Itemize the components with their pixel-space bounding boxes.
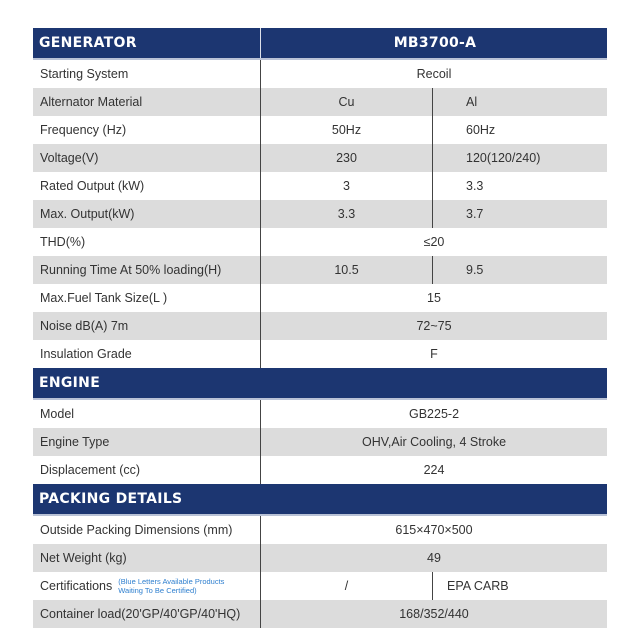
spec-row-container-load bbox=[33, 600, 607, 628]
engine-section-title: ENGINE bbox=[39, 375, 101, 391]
row-value-right: EPA CARB bbox=[447, 579, 509, 593]
packing-section-title: PACKING DETAILS bbox=[39, 491, 183, 507]
row-value: F bbox=[430, 347, 438, 361]
row-label: Net Weight (kg) bbox=[33, 544, 261, 572]
row-label: Max. Output(kW) bbox=[33, 200, 261, 228]
row-value: 615×470×500 bbox=[395, 523, 473, 537]
row-label: Rated Output (kW) bbox=[33, 172, 261, 200]
row-label: THD(%) bbox=[33, 228, 261, 256]
spec-row-fuel-tank bbox=[33, 284, 607, 312]
row-label: Frequency (Hz) bbox=[33, 116, 261, 144]
certification-note: (Blue Letters Available Products Waiting To Be Certified) bbox=[118, 577, 225, 595]
row-label: Alternator Material bbox=[33, 88, 261, 116]
spec-row-frequency bbox=[33, 116, 607, 144]
row-value-60hz: Al bbox=[466, 95, 478, 109]
row-value: ≤20 bbox=[423, 235, 445, 249]
spec-row-insulation-grade bbox=[33, 340, 607, 368]
model-name: MB3700-A bbox=[393, 35, 477, 51]
row-label: Voltage(V) bbox=[33, 144, 261, 172]
spec-table bbox=[33, 28, 607, 628]
spec-row-certifications bbox=[33, 572, 607, 600]
row-label: Model bbox=[33, 400, 261, 428]
row-value-50hz: 10.5 bbox=[261, 256, 433, 284]
row-value-60hz: 3.7 bbox=[466, 207, 484, 221]
certifications-label: Certifications bbox=[40, 579, 113, 593]
row-value-50hz: 50Hz bbox=[261, 116, 433, 144]
row-value: 168/352/440 bbox=[399, 607, 469, 621]
row-label: Noise dB(A) 7m bbox=[33, 312, 261, 340]
row-value-left: / bbox=[261, 572, 433, 600]
spec-row-alternator-material bbox=[33, 88, 607, 116]
row-value: 72~75 bbox=[416, 319, 452, 333]
spec-row-engine-model bbox=[33, 400, 607, 428]
spec-row-rated-output bbox=[33, 172, 607, 200]
row-value-50hz: 3.3 bbox=[261, 200, 433, 228]
row-value: OHV,Air Cooling, 4 Stroke bbox=[361, 435, 507, 449]
row-value-50hz: 3 bbox=[261, 172, 433, 200]
spec-row-noise bbox=[33, 312, 607, 340]
row-label: Insulation Grade bbox=[33, 340, 261, 368]
row-label: Engine Type bbox=[33, 428, 261, 456]
generator-header bbox=[33, 28, 607, 60]
row-label: Displacement (cc) bbox=[33, 456, 261, 484]
row-value-60hz: 60Hz bbox=[466, 123, 496, 137]
generator-section-title: GENERATOR bbox=[39, 35, 137, 51]
spec-row-packing-dimensions bbox=[33, 516, 607, 544]
row-value: 49 bbox=[427, 551, 441, 565]
row-label: Outside Packing Dimensions (mm) bbox=[33, 516, 261, 544]
row-value-50hz: Cu bbox=[261, 88, 433, 116]
row-label: Starting System bbox=[33, 60, 261, 88]
row-value: GB225-2 bbox=[408, 407, 460, 421]
row-value: 224 bbox=[423, 463, 445, 477]
packing-header bbox=[33, 484, 607, 516]
row-label: Container load(20'GP/40'GP/40'HQ) bbox=[33, 600, 261, 628]
row-label: Running Time At 50% loading(H) bbox=[33, 256, 261, 284]
header-divider bbox=[260, 28, 261, 58]
spec-row-displacement bbox=[33, 456, 607, 484]
row-value-50hz: 230 bbox=[261, 144, 433, 172]
row-value: Recoil bbox=[416, 67, 452, 81]
row-label bbox=[33, 572, 261, 600]
spec-row-net-weight bbox=[33, 544, 607, 572]
spec-row-max-output bbox=[33, 200, 607, 228]
row-value-60hz: 120(120/240) bbox=[466, 151, 541, 165]
row-value-60hz: 9.5 bbox=[466, 263, 484, 277]
row-label: Max.Fuel Tank Size(L ) bbox=[33, 284, 261, 312]
spec-row-engine-type bbox=[33, 428, 607, 456]
spec-row-voltage bbox=[33, 144, 607, 172]
spec-row-thd bbox=[33, 228, 607, 256]
row-value: 15 bbox=[427, 291, 441, 305]
engine-header bbox=[33, 368, 607, 400]
spec-row-running-time bbox=[33, 256, 607, 284]
row-value-60hz: 3.3 bbox=[466, 179, 484, 193]
spec-row-starting-system bbox=[33, 60, 607, 88]
